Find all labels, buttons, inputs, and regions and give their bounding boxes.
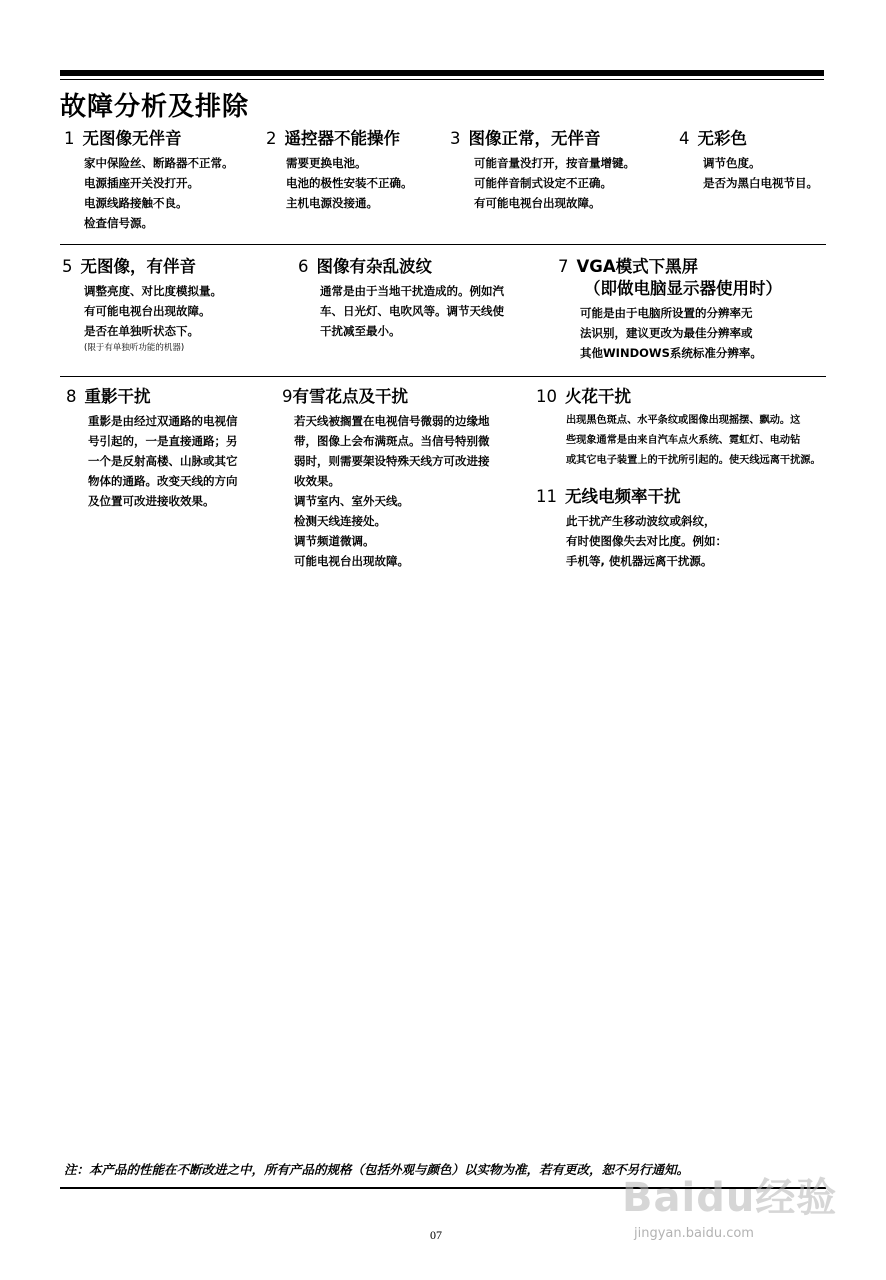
section-number: 5 xyxy=(62,257,73,276)
section-11 xyxy=(536,486,727,571)
section-line: 可能电视台出现故障。 xyxy=(294,554,409,568)
section-line: 干扰减至最小。 xyxy=(320,324,401,338)
section-5 xyxy=(62,256,222,355)
section-heading: 有雪花点及干扰 xyxy=(292,387,408,406)
section-line: 手机等, 使机器远离干扰源。 xyxy=(566,554,713,568)
top-rule-thin xyxy=(60,79,824,80)
section-heading: 遥控器不能操作 xyxy=(284,129,400,148)
section-line: 电池的极性安装不正确。 xyxy=(286,176,413,190)
section-line: 物体的通路。改变天线的方向 xyxy=(88,474,238,488)
section-number: 6 xyxy=(298,257,309,276)
top-rule-thick xyxy=(60,70,824,76)
section-number: 7 xyxy=(558,257,569,276)
section-heading: VGA模式下黑屏 xyxy=(576,257,699,276)
section-10 xyxy=(536,386,821,471)
section-line: 一个是反射高楼、山脉或其它 xyxy=(88,454,238,468)
section-line: 此干扰产生移动波纹或斜纹， xyxy=(566,514,716,528)
section-line: 弱时，则需要架设特殊天线方可改进接 xyxy=(294,454,490,468)
section-line: 带，图像上会布满斑点。当信号特别微 xyxy=(294,434,490,448)
section-line: 需要更换电池。 xyxy=(286,156,367,170)
section-line: 通常是由于当地干扰造成的。例如汽 xyxy=(320,284,504,298)
section-line: 电源插座开关没打开。 xyxy=(84,176,199,190)
section-line: 或其它电子装置上的干扰所引起的。使天线远离干扰源。 xyxy=(566,455,821,466)
section-line: 号引起的，一是直接通路；另 xyxy=(88,434,238,448)
section-line: 调节频道微调。 xyxy=(294,534,375,548)
section-line: 法识别，建议更改为最佳分辨率或 xyxy=(580,326,753,340)
section-line: 是否在单独听状态下。 xyxy=(84,324,199,338)
section-2 xyxy=(266,128,413,213)
section-line: 车、日光灯、电吹风等。调节天线使 xyxy=(320,304,504,318)
footer-rule xyxy=(60,1187,826,1189)
section-line: 出现黑色斑点、水平条纹或图像出现摇摆、飘动。这 xyxy=(566,415,801,426)
section-line: 检查信号源。 xyxy=(84,216,153,230)
section-line: 是否为黑白电视节目。 xyxy=(703,176,818,190)
section-subheading: （即做电脑显示器使用时） xyxy=(584,279,782,298)
section-number: 1 xyxy=(64,129,75,148)
section-line: 主机电源没接通。 xyxy=(286,196,378,210)
section-line: 可能音量没打开，按音量增键。 xyxy=(474,156,635,170)
section-number: 4 xyxy=(679,129,690,148)
row-divider xyxy=(60,376,826,377)
section-line: 调节室内、室外天线。 xyxy=(294,494,409,508)
section-number: 10 xyxy=(536,387,557,406)
section-number: 8 xyxy=(66,387,77,406)
section-8 xyxy=(66,386,238,511)
section-3 xyxy=(450,128,635,213)
section-7 xyxy=(558,256,782,363)
section-6 xyxy=(298,256,504,341)
section-line: 电源线路接触不良。 xyxy=(84,196,188,210)
section-heading: 无线电频率干扰 xyxy=(565,487,681,506)
section-heading: 无彩色 xyxy=(697,129,747,148)
section-1 xyxy=(64,128,234,233)
section-heading: 无图像无伴音 xyxy=(82,129,182,148)
section-line: 若天线被搁置在电视信号微弱的边缘地 xyxy=(294,414,490,428)
footer-note: 注：本产品的性能在不断改进之中，所有产品的规格（包括外观与颜色）以实物为准，若有更改，恕不另行通知。 xyxy=(64,1162,690,1177)
section-9 xyxy=(282,386,490,571)
section-number: 11 xyxy=(536,487,557,506)
section-number: 3 xyxy=(450,129,461,148)
section-line: 可能是由于电脑所设置的分辨率无 xyxy=(580,306,753,320)
section-line: 重影是由经过双通路的电视信 xyxy=(88,414,238,428)
section-heading: 图像有杂乱波纹 xyxy=(316,257,432,276)
section-heading: 火花干扰 xyxy=(565,387,631,406)
watermark-url: jingyan.baidu.com xyxy=(634,1226,754,1241)
section-line: 检测天线连接处。 xyxy=(294,514,386,528)
page-number: 07 xyxy=(430,1228,442,1242)
section-4 xyxy=(679,128,818,193)
section-number: 9 xyxy=(282,387,293,406)
section-line: 家中保险丝、断路器不正常。 xyxy=(84,156,234,170)
section-heading: 重影干扰 xyxy=(84,387,151,406)
section-footnote: (限于有单独听功能的机器) xyxy=(84,343,185,353)
section-line: 有可能电视台出现故障。 xyxy=(84,304,211,318)
section-line: 其他WINDOWS系统标准分辨率。 xyxy=(580,346,762,360)
watermark-logo: Baidu经验 xyxy=(622,1175,838,1221)
section-line: 些现象通常是由来自汽车点火系统、霓虹灯、电动钻 xyxy=(566,435,801,446)
row-divider xyxy=(60,244,826,245)
section-line: 调节色度。 xyxy=(703,156,761,170)
page-title: 故障分析及排除 xyxy=(60,92,250,122)
section-line: 收效果。 xyxy=(294,474,340,488)
section-line: 可能伴音制式设定不正确。 xyxy=(474,176,612,190)
section-line: 有可能电视台出现故障。 xyxy=(474,196,601,210)
section-heading: 图像正常，无伴音 xyxy=(468,129,601,148)
section-line: 及位置可改进接收效果。 xyxy=(88,494,215,508)
section-line: 调整亮度、对比度模拟量。 xyxy=(84,284,222,298)
section-heading: 无图像，有伴音 xyxy=(80,257,196,276)
section-line: 有时使图像失去对比度。例如： xyxy=(566,534,727,548)
section-number: 2 xyxy=(266,129,277,148)
